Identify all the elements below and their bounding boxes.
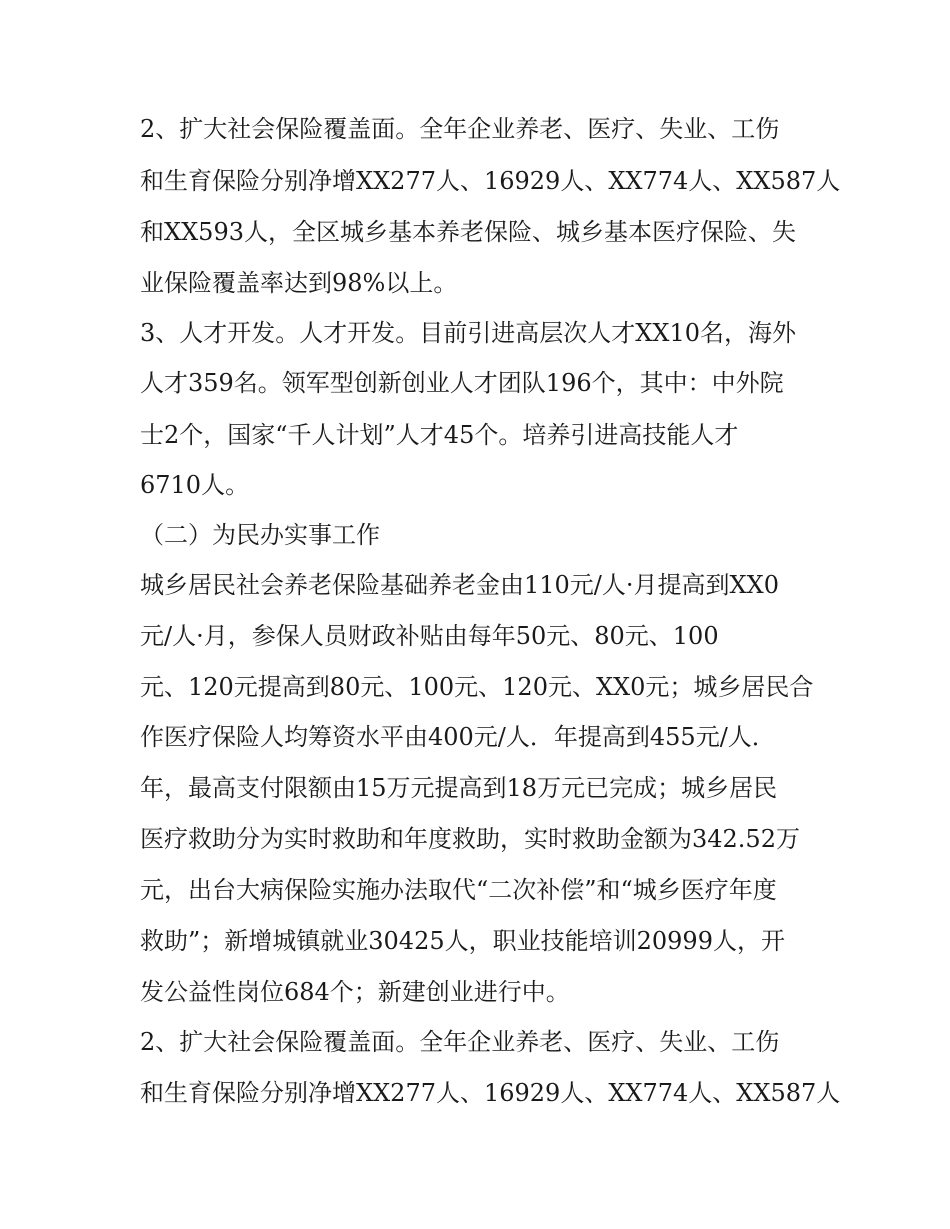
text-line: 救助”；新增城镇就业30425人，职业技能培训20999人，开 xyxy=(140,927,785,955)
text-line: 作医疗保险人均筹资水平由400元/人．年提高到455元/人． xyxy=(140,723,776,751)
text-line: 和生育保险分别净增XX277人、16929人、XX774人、XX587人 xyxy=(140,167,841,195)
text-line: 元/人·月，参保人员财政补贴由每年50元、80元、100 xyxy=(140,622,719,650)
text-line: 和生育保险分别净增XX277人、16929人、XX774人、XX587人 xyxy=(140,1079,841,1107)
text-line: 医疗救助分为实时救助和年度救助，实时救助金额为342.52万 xyxy=(140,825,800,853)
text-line: 发公益性岗位684个；新建创业进行中。 xyxy=(140,978,570,1006)
text-line: 元、120元提高到80元、100元、120元、XX0元；城乡居民合 xyxy=(140,673,814,701)
text-line: 元，出台大病保险实施办法取代“二次补偿”和“城乡医疗年度 xyxy=(140,876,777,904)
text-line: 2、扩大社会保险覆盖面。全年企业养老、医疗、失业、工伤 xyxy=(140,1028,780,1056)
text-line: 3、人才开发。人才开发。目前引进高层次人才XX10名，海外 xyxy=(140,319,796,347)
text-line: 士2个，国家“千人计划”人才45个。培养引进高技能人才 xyxy=(140,421,739,449)
section-heading: （二）为民办实事工作 xyxy=(140,521,380,549)
text-line: 6710人。 xyxy=(140,471,250,499)
text-line: 2、扩大社会保险覆盖面。全年企业养老、医疗、失业、工伤 xyxy=(140,115,780,143)
text-line: 业保险覆盖率达到98%以上。 xyxy=(140,269,458,297)
text-line: 年，最高支付限额由15万元提高到18万元已完成；城乡居民 xyxy=(140,774,778,802)
text-line: 城乡居民社会养老保险基础养老金由110元/人·月提高到XX0 xyxy=(140,571,779,599)
text-line: 和XX593人，全区城乡基本养老保险、城乡基本医疗保险、失 xyxy=(140,218,796,246)
text-line: 人才359名。领军型创新创业人才团队196个，其中：中外院 xyxy=(140,369,784,397)
